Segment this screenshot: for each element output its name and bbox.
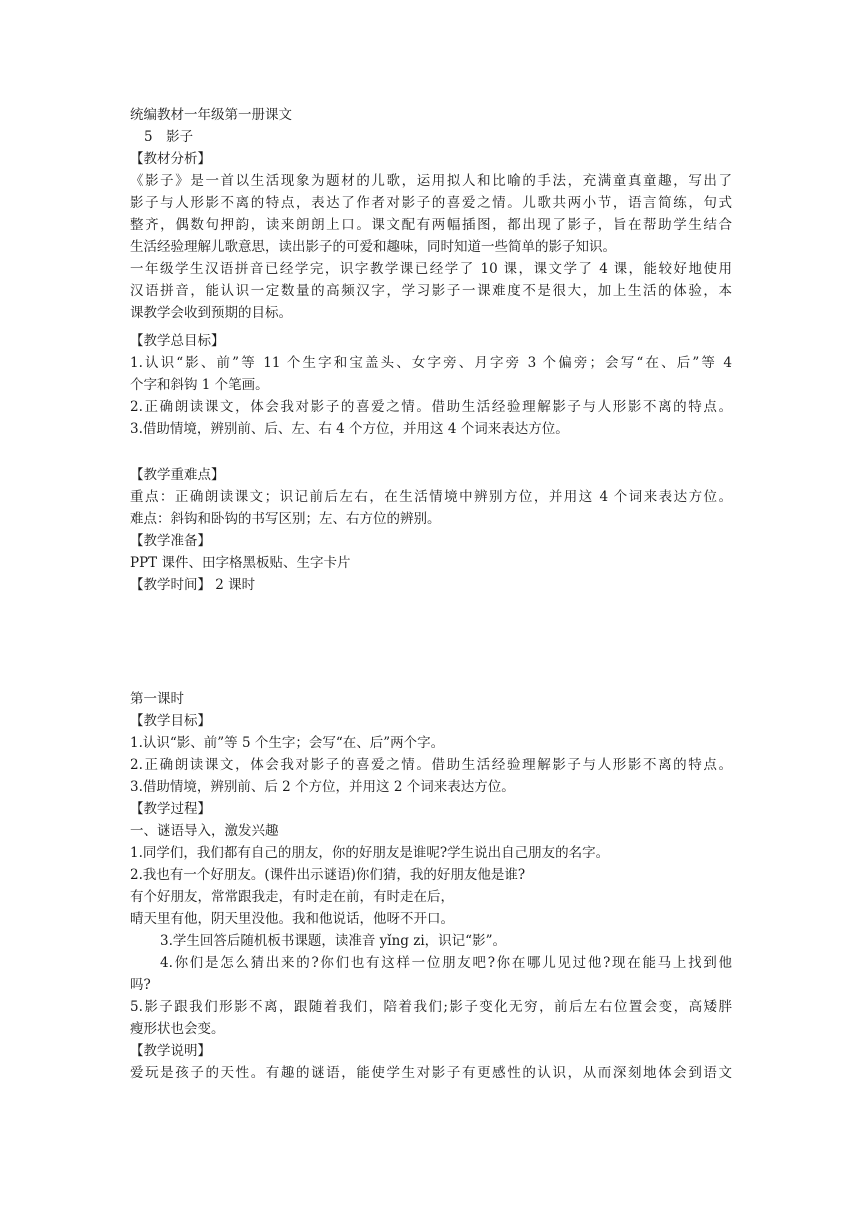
preparation-text: PPT 课件、田字格黑板贴、生字卡片 (130, 555, 351, 571)
key-focus: 重点：正确朗读课文；识记前后左右，在生活情境中辨别方位，并用这 4 个词来表达方位。 (130, 489, 732, 505)
goals-section (130, 330, 732, 440)
goal-item: 3.借助情境，辨别前、后、左、右 4 个方位，并用这 4 个词来表达方位。 (130, 421, 569, 437)
paragraph-line: 《影子》是一首以生活现象为题材的儿歌，运用拟人和比喻的手法，充满童真童趣，写出了 (130, 173, 732, 189)
process-step: 4.你们是怎么猜出来的?你们也有这样一位朋友吧?你在哪儿见过他?现在能马上找到他 (160, 955, 732, 971)
process-step: 1.同学们，我们都有自己的朋友，你的好朋友是谁呢?学生说出自己朋友的名字。 (130, 845, 610, 861)
process-section-title: 一、谜语导入，激发兴趣 (130, 823, 279, 839)
paragraph-line: 一年级学生汉语拼音已经学完，识字教学课已经学了 10 课，课文学了 4 课，能较好地使用 (130, 261, 732, 277)
section-heading: 【教学目标】 (130, 713, 211, 729)
lesson1-title: 第一课时 (130, 691, 184, 707)
goal-item: 3.借助情境，辨别前、后 2 个方位，并用这 2 个词来表达方位。 (130, 779, 515, 795)
analysis-section (130, 148, 732, 324)
goal-item: 2.正确朗读课文，体会我对影子的喜爱之情。借助生活经验理解影子与人形影不离的特点。 (130, 757, 732, 773)
riddle-line: 有个好朋友，常常跟我走，有时走在前，有时走在后， (130, 889, 454, 905)
process-step: 3.学生回答后随机板书课题，读准音 yǐng zi，识记“影”。 (160, 933, 506, 949)
goal-item: 1.认识“影、前”等 5 个生字；会写“在、后”两个字。 (130, 735, 445, 751)
process-step: 5.影子跟我们形影不离，跟随着我们，陪着我们;影子变化无穷，前后左右位置会变，高矮胖 (130, 999, 732, 1015)
paragraph-line: 生活经验理解儿歌意思，读出影子的可爱和趣味，同时知道一些简单的影子知识。 (130, 239, 616, 255)
section-heading: 【教学说明】 (130, 1043, 211, 1059)
lesson-title: 5 影子 (144, 129, 194, 145)
goal-item: 1.认识“影、前”等 11 个生字和宝盖头、女字旁、月字旁 3 个偏旁；会写“在、后”等 4 (130, 355, 732, 371)
textbook-title: 统编教材一年级第一册课文 (130, 107, 292, 123)
lesson1-section (130, 688, 732, 1084)
section-heading: 【教学过程】 (130, 801, 211, 817)
goal-item: 个字和斜钩 1 个笔画。 (130, 377, 269, 393)
document-header (130, 104, 732, 148)
note-text: 爱玩是孩子的天性。有趣的谜语，能使学生对影子有更感性的认识，从而深刻地体会到语文 (130, 1065, 732, 1081)
paragraph-line: 整齐，偶数句押韵，读来朗朗上口。课文配有两幅插图，都出现了影子，旨在帮助学生结合 (130, 217, 732, 233)
section-heading: 【教材分析】 (130, 151, 211, 167)
paragraph-line: 影子与人形影不离的特点，表达了作者对影子的喜爱之情。儿歌共两小节，语言简练，句式 (130, 195, 732, 211)
process-step: 2.我也有一个好朋友。(课件出示谜语)你们猜，我的好朋友他是谁? (130, 867, 526, 883)
key-points-section (130, 464, 732, 596)
process-step: 瘦形状也会变。 (130, 1021, 225, 1037)
section-heading: 【教学重难点】 (130, 467, 225, 483)
riddle-line: 晴天里有他，阴天里没他。我和他说话，他呀不开口。 (130, 911, 454, 927)
paragraph-line: 课教学会收到预期的目标。 (130, 305, 292, 321)
teaching-time: 【教学时间】 2 课时 (130, 577, 256, 593)
paragraph-line: 汉语拼音，能认识一定数量的高频汉字，学习影子一课难度不是很大，加上生活的体验，本 (130, 283, 732, 299)
goal-item: 2.正确朗读课文，体会我对影子的喜爱之情。借助生活经验理解影子与人形影不离的特点。 (130, 399, 732, 415)
section-heading: 【教学总目标】 (130, 333, 225, 349)
section-heading: 【教学准备】 (130, 533, 211, 549)
process-step: 吗? (130, 977, 151, 993)
key-difficulty: 难点：斜钩和卧钩的书写区别；左、右方位的辨别。 (130, 511, 441, 527)
